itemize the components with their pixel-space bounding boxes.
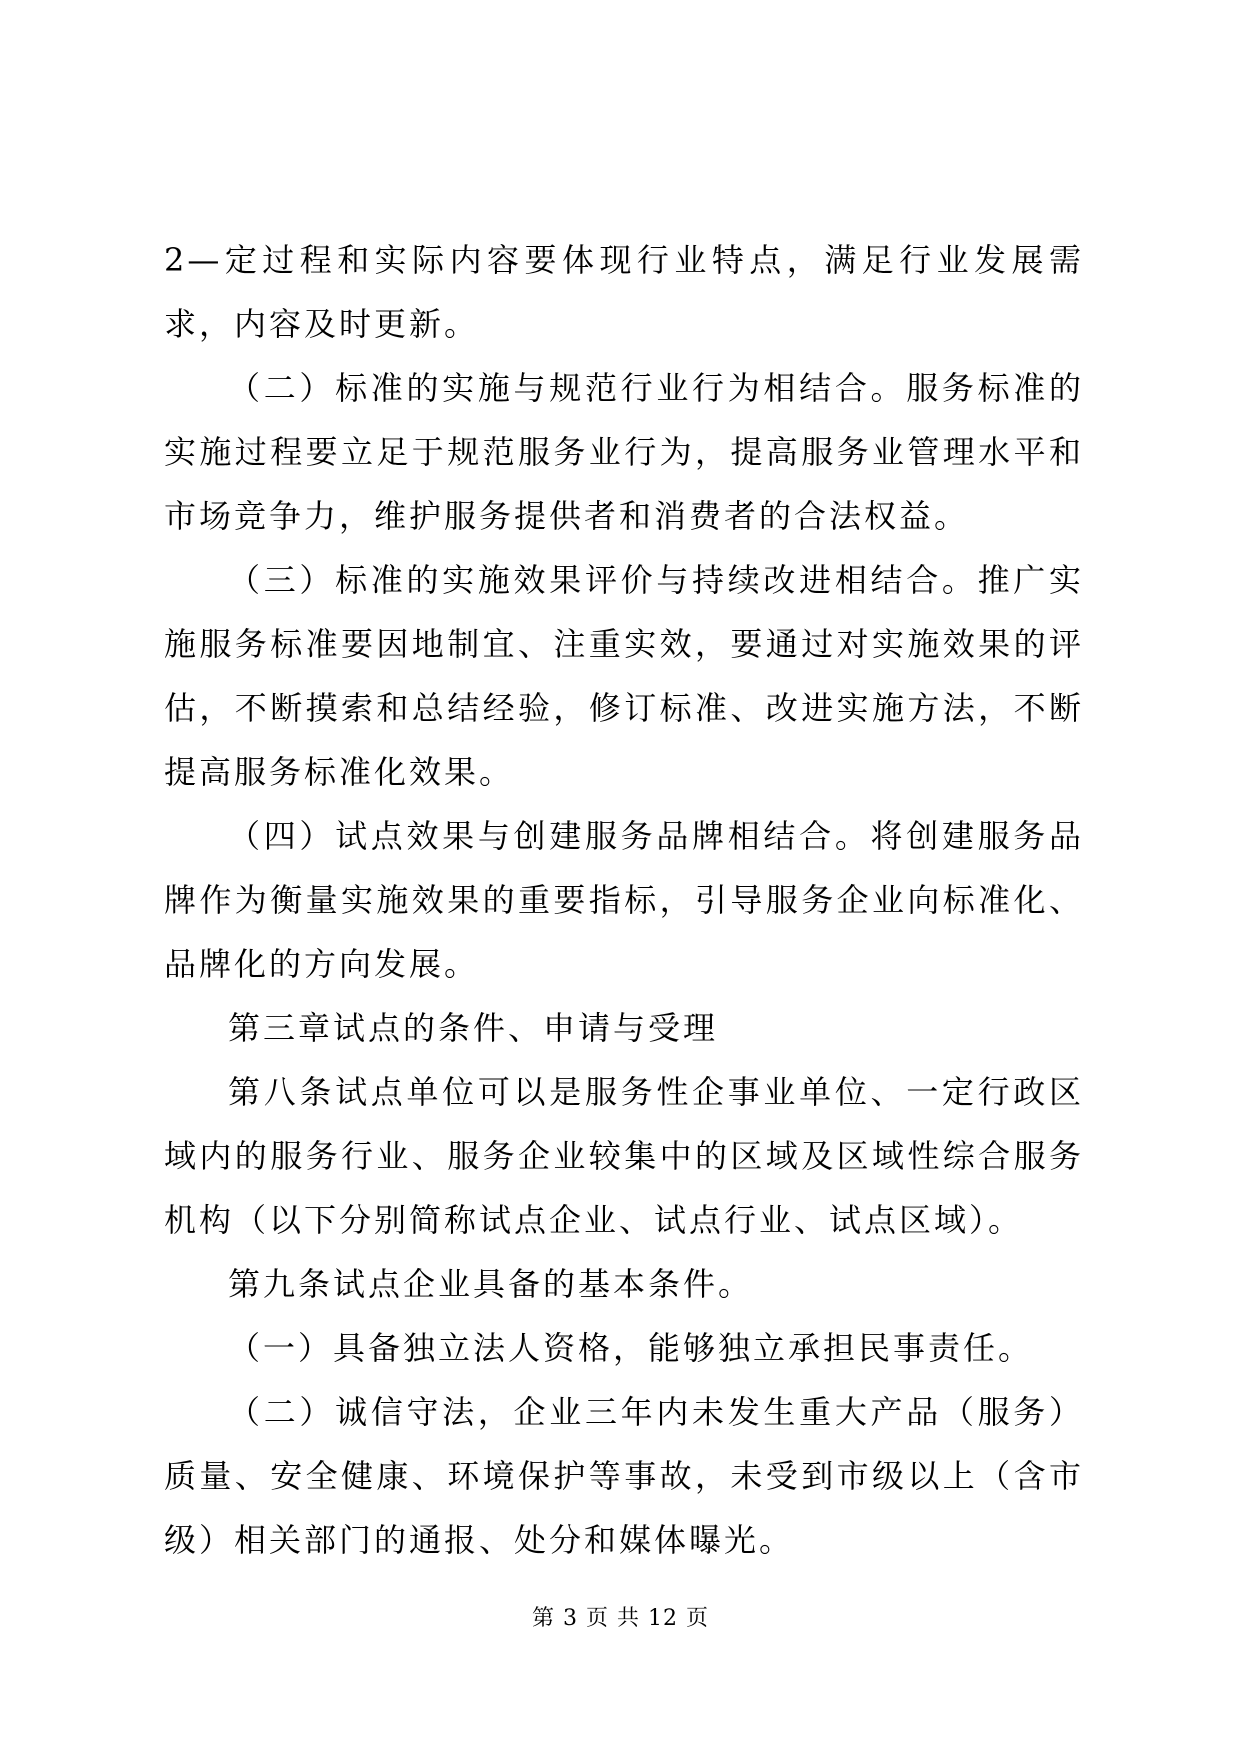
article-9: 第九条试点企业具备的基本条件。 <box>228 1265 754 1303</box>
paragraph-1: 2—定过程和实际内容要体现行业特点，满足行业发展需求，内容及时更新。 <box>164 241 1084 343</box>
paragraph-2: （二）标准的实施与规范行业行为相结合。服务标准的实施过程要立足于规范服务业行为，提高服务业管理水平和市场竞争力，维护服务提供者和消费者的合法权益。 <box>164 369 1084 535</box>
article-9-item-1: （一）具备独立法人资格，能够独立承担民事责任。 <box>228 1329 1034 1367</box>
paragraph-4: （四）试点效果与创建服务品牌相结合。将创建服务品牌作为衡量实施效果的重要指标，引导服务企业向标准化、品牌化的方向发展。 <box>164 817 1084 983</box>
chapter-heading: 第三章试点的条件、申请与受理 <box>228 1009 719 1047</box>
page-footer: 第 3 页 共 12 页 <box>532 1606 709 1631</box>
article-8: 第八条试点单位可以是服务性企事业单位、一定行政区域内的服务行业、服务企业较集中的区域及区域性综合服务机构（以下分别简称试点企业、试点行业、试点区域）。 <box>164 1073 1084 1239</box>
article-9-item-2: （二）诚信守法，企业三年内未发生重大产品（服务）质量、安全健康、环境保护等事故，未受到市级以上（含市级）相关部门的通报、处分和媒体曝光。 <box>164 1393 1084 1559</box>
document-body <box>164 228 1084 1572</box>
paragraph-3: （三）标准的实施效果评价与持续改进相结合。推广实施服务标准要因地制宜、注重实效，要通过对实施效果的评估，不断摸索和总结经验，修订标准、改进实施方法，不断提高服务标准化效果。 <box>164 561 1084 791</box>
